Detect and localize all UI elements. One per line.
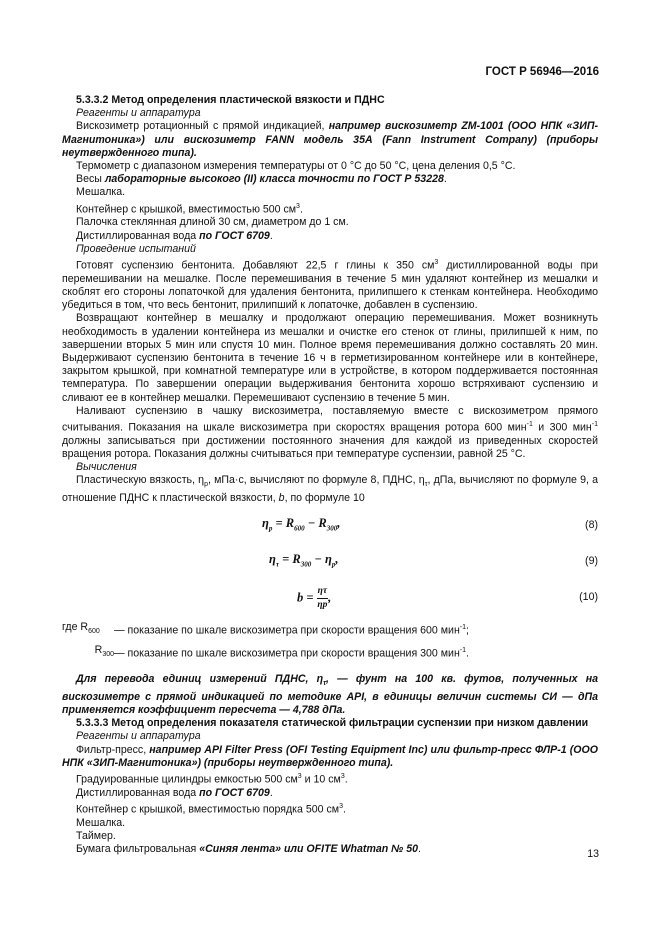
timer-item: Таймер.	[76, 829, 116, 842]
formula-9	[62, 547, 598, 577]
formula-9-number: (9)	[585, 554, 598, 567]
mixer-item-2: Мешалка.	[76, 816, 126, 829]
filter-paper-item: Бумага фильтровальная «Синяя лента» или OFITE Whatman № 50.	[76, 843, 421, 856]
section-title-5-3-3-3: 5.3.3.3 Метод определения показателя статической фильтрации суспензии при низком давлении	[76, 717, 589, 730]
document-body	[62, 94, 598, 856]
mixer-item: Мешалка.	[76, 186, 126, 199]
unit-conversion-note: Для перевода единиц измерений ПДНС, $\eta_\tau$, — фунт на 100 кв. футов, полученных на вискозиметре с прямой индикацией по методике API, в единицы величин системы СИ — дПа применяется коэффициент пересчета — 4,788 дПа.	[62, 673, 598, 716]
page-number: 13	[587, 848, 599, 860]
formula-10-number: (10)	[579, 590, 598, 603]
container-item-2: Контейнер с крышкой, вместимостью порядка 500 $см^3$.	[76, 802, 346, 816]
thermometer-item: Термометр с диапазоном измерения температуры от 0 °С до 50 °С, цена деления 0,5 °С.	[76, 160, 516, 173]
scales-item: Весы лабораторные высокого (II) класса точности по ГОСТ Р 53228.	[76, 173, 447, 186]
formula-10-expression: b = $\frac{\eta\tau}{\eta p}$ ,	[297, 585, 332, 610]
viscometer-item: Вискозиметр ротационный с прямой индикацией, например вискозиметр ZM-1001 (ООО НПК «ЗИП-Магнитоника») или вискозиметр FANN модель 35А (Fann Instrument Company) (приборы неутвержденного типа).	[62, 120, 599, 159]
procedure-paragraph-3: Наливают суспензию в чашку вискозиметра, поставляемую вместе с вискозиметром прямого считывания. Показания на шкале вискозиметра при скоростях вращения ротора 600 мин$^{-1}$ и 300 мин$^{-1}$ должны записываться при достижении постоянного значения для каждой из приведенных скоростей вращения ротора. Показания должны считываться при температуре суспензии, равной 25 °С.	[62, 404, 598, 460]
where-r600: где $R_{600}$ — показание по шкале вискозиметра при скорости вращения 600 мин$^{-1}$;	[62, 620, 469, 637]
subheading-reagents: Реагенты и аппаратура	[76, 107, 201, 120]
where-r300: $R_{300}$ — показание по шкале вискозиметра при скорости вращения 300 мин$^{-1}$.	[94, 644, 469, 660]
distilled-water-item-2: Дистиллированная вода по ГОСТ 6709.	[76, 786, 273, 799]
standard-id-header: ГОСТ Р 56946—2016	[485, 66, 599, 78]
subheading-procedure: Проведение испытаний	[76, 242, 196, 255]
procedure-paragraph-2: Возвращают контейнер в мешалку и продолжают операцию перемешивания. Может возникнуть необходимость в удалении контейнера из мешалки и очистке его стенок от глины, прилипшей к ним, по завершении вторых 5 мин или спустя 10 мин. Полное время перемешивания должно составлять 20 мин. Выдерживают суспензию бентонита в течение 16 ч в герметизированном контейнере или в контейнере, закрытом крышкой, при комнатной температуре или в устройстве, в котором поддерживается постоянная температура. По завершении операции выдерживания бентонита хорошо встряхивают суспензию и сливают ее в контейнер мешалки. Перемешивают суспензию в течение 5 мин.	[62, 312, 598, 404]
glass-rod-item: Палочка стеклянная длиной 30 см, диаметром до 1 см.	[76, 216, 349, 229]
formula-10	[62, 583, 598, 615]
subheading-reagents-2: Реагенты и аппаратура	[76, 730, 201, 743]
calculation-paragraph: Пластическую вязкость, $\eta_p$, мПа·с, вычисляют по формуле 8, ПДНС, $\eta_\tau$, дПа, вычисляют по формуле 9, а отношение ПДНС к пластической вязкости, b, по формуле 10	[62, 474, 598, 504]
procedure-paragraph-1: Готовят суспензию бентонита. Добавляют 22,5 г глины к 350 $см^3$ дистиллированной воды при перемешивании на мешалке. После перемешивания в течение 5 мин удаляют контейнер из мешалки и скоблят его стороны лопаточкой для удаления бентонита, прилипшего к стенкам контейнера. Необходимо убедиться в том, что весь бентонит, прилипший к лопаточке, добавлен в суспензию.	[62, 258, 598, 312]
section-title-5-3-3-2: 5.3.3.2 Метод определения пластической вязкости и ПДНС	[76, 94, 385, 106]
graduated-cylinders-item: Градуированные цилиндры емкостью 500 $см^3$ и 10 $см^3$.	[76, 772, 348, 786]
formula-8-expression: $\eta_p = R_{600} - R_{300}$,	[262, 515, 341, 533]
formula-8	[62, 511, 598, 541]
filter-press-item: Фильтр-пресс, например API Filter Press (OFI Testing Equipment Inc) или фильтр-пресс ФЛР-1 (ООО НПК «ЗИП-Магнитоника») (приборы неутвержденного типа).	[62, 743, 598, 769]
subheading-calculations: Вычисления	[76, 461, 137, 474]
formula-8-number: (8)	[585, 518, 598, 531]
formula-9-expression: $\eta_\tau = R_{300} - \eta_p$,	[269, 551, 339, 569]
distilled-water-item: Дистиллированная вода по ГОСТ 6709.	[76, 229, 273, 242]
container-item: Контейнер с крышкой, вместимостью 500 $см^3$.	[76, 202, 303, 216]
